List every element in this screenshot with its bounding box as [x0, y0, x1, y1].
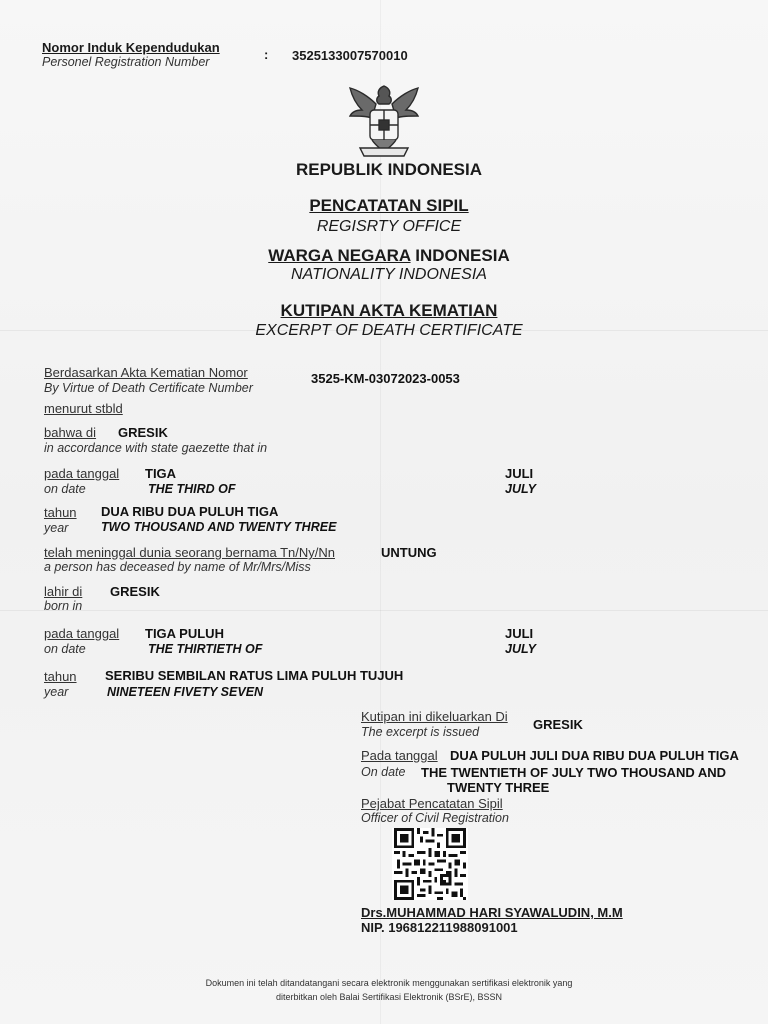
- death-year-value-en: TWO THOUSAND AND TWENTY THREE: [101, 520, 337, 534]
- paper-fold: [0, 610, 768, 611]
- garuda-emblem-icon: [346, 82, 422, 160]
- footer-line-1: Dokumen ini telah ditandatangani secara elektronik menggunakan sertifikasi elektronik yang: [205, 978, 573, 988]
- document-title-en: EXCERPT OF DEATH CERTIFICATE: [255, 322, 523, 339]
- birth-date-label-en: on date: [44, 642, 86, 656]
- death-place-label: bahwa di: [44, 425, 97, 440]
- footer-note: [0, 976, 768, 1004]
- officer-title-label: Pejabat Pencatatan Sipil: [361, 796, 503, 811]
- death-place-value: GRESIK: [118, 425, 168, 440]
- birth-year-label: tahun: [44, 669, 77, 684]
- issued-date-label: Pada tanggal: [361, 748, 438, 763]
- issued-date-value: DUA PULUH JULI DUA RIBU DUA PULUH TIGA: [450, 748, 739, 763]
- birth-place-label-en: born in: [44, 599, 83, 613]
- cert-number-label-en: By Virtue of Death Certificate Number: [44, 381, 253, 395]
- nik-label: Nomor Induk Kependudukan: [42, 40, 220, 55]
- death-day-value: TIGA: [145, 466, 177, 481]
- cert-number-value: 3525-KM-03072023-0053: [311, 371, 460, 386]
- death-year-label-en: year: [44, 521, 69, 535]
- nationality-title: [0, 246, 768, 266]
- qr-code-icon: [392, 828, 468, 900]
- office-title: PENCATATAN SIPIL: [309, 196, 469, 215]
- officer-name: Drs.MUHAMMAD HARI SYAWALUDIN, M.M: [361, 905, 623, 920]
- birth-month-value: JULI: [505, 626, 534, 641]
- death-date-label-en: on date: [44, 482, 86, 496]
- nik-value: 3525133007570010: [292, 48, 408, 63]
- document-title: KUTIPAN AKTA KEMATIAN: [280, 301, 498, 320]
- deceased-name-value: UNTUNG: [381, 545, 437, 560]
- issued-place-label-en: The excerpt is issued: [361, 725, 480, 739]
- nationality-part2: INDONESIA: [410, 246, 510, 265]
- footer-line-2: diterbitkan oleh Balai Sertifikasi Elektronik (BSrE), BSSN: [275, 992, 503, 1002]
- death-year-label: tahun: [44, 505, 77, 520]
- nik-colon: :: [264, 47, 269, 62]
- birth-place-value: GRESIK: [110, 584, 160, 599]
- death-month-value: JULI: [505, 466, 534, 481]
- birth-month-value-en: JULY: [505, 642, 537, 656]
- cert-number-label: Berdasarkan Akta Kematian Nomor: [44, 365, 248, 380]
- issued-date-value-en-line1: THE TWENTIETH OF JULY TWO THOUSAND AND: [421, 765, 727, 780]
- issued-place-value: GRESIK: [533, 717, 583, 732]
- issued-place-label: Kutipan ini dikeluarkan Di: [361, 709, 508, 724]
- birth-year-value-en: NINETEEN FIVETY SEVEN: [107, 685, 264, 699]
- deceased-name-label-en: a person has deceased by name of Mr/Mrs/Miss: [44, 560, 311, 574]
- birth-year-label-en: year: [44, 685, 69, 699]
- country-title: REPUBLIK INDONESIA: [295, 160, 483, 179]
- officer-title-label-en: Officer of Civil Registration: [361, 811, 509, 825]
- birth-year-value: SERIBU SEMBILAN RATUS LIMA PULUH TUJUH: [105, 668, 404, 683]
- death-date-label: pada tanggal: [44, 466, 120, 481]
- issued-date-label-en: On date: [361, 765, 406, 779]
- death-place-label-en: in accordance with state gaezette that in: [44, 441, 268, 455]
- birth-day-value: TIGA PULUH: [145, 626, 224, 641]
- office-title-en: REGISRTY OFFICE: [316, 218, 462, 235]
- stbld-label: menurut stbld: [44, 401, 123, 416]
- issued-date-value-en-line2: TWENTY THREE: [447, 780, 550, 795]
- death-year-value: DUA RIBU DUA PULUH TIGA: [101, 504, 279, 519]
- birth-place-label: lahir di: [44, 584, 83, 599]
- nationality-title-en: NATIONALITY INDONESIA: [291, 266, 487, 283]
- birth-day-value-en: THE THIRTIETH OF: [148, 642, 263, 656]
- deceased-name-label: telah meninggal dunia seorang bernama Tn/Ny/Nn: [44, 545, 335, 560]
- nationality-part1: WARGA NEGARA: [268, 246, 411, 265]
- nik-label-en: Personel Registration Number: [42, 55, 210, 69]
- birth-date-label: pada tanggal: [44, 626, 120, 641]
- death-day-value-en: THE THIRD OF: [148, 482, 236, 496]
- officer-nip: NIP. 196812211988091001: [361, 920, 518, 935]
- death-month-value-en: JULY: [505, 482, 537, 496]
